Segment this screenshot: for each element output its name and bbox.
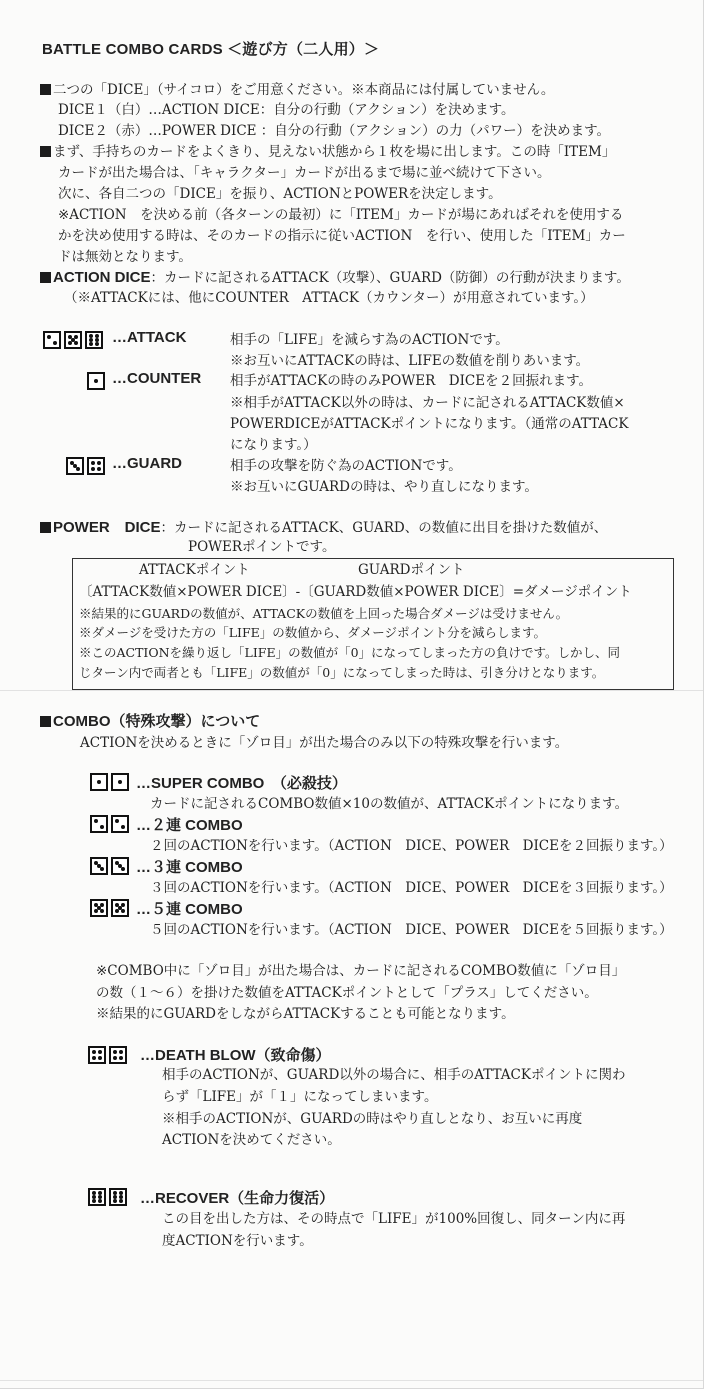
die-3-icon: [66, 457, 84, 475]
action-dice-note: （※ATTACKには、他にCOUNTER ATTACK（カウンター）が用意されています。）: [64, 290, 594, 306]
recover-desc-1: この目を出した方は、その時点で「LIFE」が100%回復し、同ターン内に再: [162, 1211, 626, 1227]
bullet-square-icon: [40, 716, 51, 727]
formula-note-4: じターン内で両者とも「LIFE」の数値が「0」になってしまった時は、引き分けとなります。: [79, 665, 605, 680]
counter-desc-2: ※相手がATTACK以外の時は、カードに記されるATTACK数値×: [230, 395, 625, 411]
death-blow-desc-4: ACTIONを決めてください。: [162, 1132, 341, 1148]
super-combo-dice-group: [90, 773, 129, 791]
death-blow-dice-group: [88, 1046, 127, 1064]
attack-label: …ATTACK: [112, 329, 187, 346]
fold-line: [0, 1380, 703, 1381]
attack-dice-group: [43, 331, 103, 349]
counter-label: …COUNTER: [112, 370, 202, 387]
counter-dice-group: [87, 372, 105, 390]
counter-desc-3: POWERDICEがATTACKポイントになります。（通常のATTACK: [230, 416, 629, 432]
die-6-icon: [88, 1188, 106, 1206]
die-4-icon: [109, 1046, 127, 1064]
die-1-icon: [87, 372, 105, 390]
combo-2-dice-group: [90, 815, 129, 833]
die-1-icon: [111, 773, 129, 791]
die-3-icon: [90, 857, 108, 875]
guard-label: …GUARD: [112, 455, 182, 472]
power-dice-desc-2: POWERポイントです。: [188, 539, 336, 555]
bullet-square-icon: [40, 522, 51, 533]
intro-text-7: ※ACTION を決める前（各ターンの最初）に「ITEM」カードが場にあればそれを使用する: [58, 207, 624, 223]
combo-3-label: …３連 COMBO: [136, 859, 243, 876]
power-dice-desc-1: ：カードに記されるATTACK、GUARD、の数値に出目を掛けた数値が、: [160, 520, 608, 536]
die-5-icon: [111, 899, 129, 917]
formula-note-3: ※このACTIONを繰り返し「LIFE」の数値が「0」になってしまった方の負けです。しかし、同: [79, 645, 621, 660]
formula-note-1: ※結果的にGUARDの数値が、ATTACKの数値を上回った場合ダメージは受けません。: [79, 606, 569, 621]
bullet-square-icon: [40, 84, 51, 95]
combo-intro: ACTIONを決めるときに「ゾロ目」が出た場合のみ以下の特殊攻撃を行います。: [80, 735, 569, 751]
intro-text-8: かを決め使用する時は、そのカードの指示に従いACTION を行い、使用した「ITEM」カー: [58, 228, 626, 244]
intro-text-5: カードが出た場合は、「キャラクター」カードが出るまで場に並べ続けて下さい。: [58, 165, 551, 181]
die-1-icon: [90, 773, 108, 791]
intro-line: [40, 81, 554, 100]
recover-label: …RECOVER（生命力復活）: [140, 1190, 335, 1207]
combo-3-dice-group: [90, 857, 129, 875]
combo-2-desc: ２回のACTIONを行います。（ACTION DICE、POWER DICEを２回振ります。）: [150, 838, 673, 854]
die-2-icon: [90, 815, 108, 833]
intro-text-9: ドは無効となります。: [58, 249, 192, 265]
power-dice-heading-row: [40, 516, 607, 538]
death-blow-label: …DEATH BLOW（致命傷）: [140, 1047, 331, 1064]
combo-heading-row: [40, 710, 260, 731]
attack-desc-2: ※お互いにATTACKの時は、LIFEの数値を削りあいます。: [230, 353, 590, 369]
combo-5-dice-group: [90, 899, 129, 917]
super-combo-desc: カードに記されるCOMBO数値×10の数値が、ATTACKポイントになります。: [150, 796, 629, 812]
page-title: BATTLE COMBO CARDS ＜遊び方（二人用）＞: [42, 41, 380, 58]
attack-desc-1: 相手の「LIFE」を減らす為のACTIONです。: [230, 332, 509, 348]
combo-note-3: ※結果的にGUARDをしながらATTACKすることも可能となります。: [96, 1006, 515, 1022]
fold-line: [0, 690, 703, 691]
intro-text-2: DICE１（白）…ACTION DICE：自分の行動（アクション）を決めます。: [58, 102, 515, 118]
intro-text-4: まず、手持ちのカードをよくきり、見えない状態から１枚を場に出します。この時「ITEM」: [53, 144, 616, 160]
die-2-icon: [111, 815, 129, 833]
intro-line: [40, 143, 615, 162]
die-4-icon: [87, 457, 105, 475]
intro-text-3: DICE２（赤）…POWER DICE ：自分の行動（アクション）の力（パワー）を決めます。: [58, 123, 611, 139]
recover-dice-group: [88, 1188, 127, 1206]
power-dice-heading: POWER DICE: [53, 519, 161, 536]
damage-formula-box: [72, 558, 674, 690]
die-2-icon: [43, 331, 61, 349]
combo-note-1: ※COMBO中に「ゾロ目」が出た場合は、カードに記されるCOMBO数値に「ゾロ目」: [96, 963, 626, 979]
death-blow-desc-1: 相手のACTIONが、GUARD以外の場合に、相手のATTACKポイントに関わ: [162, 1067, 626, 1083]
die-4-icon: [88, 1046, 106, 1064]
bullet-square-icon: [40, 272, 51, 283]
die-3-icon: [111, 857, 129, 875]
combo-heading: COMBO（特殊攻撃）について: [53, 713, 261, 730]
die-6-icon: [109, 1188, 127, 1206]
death-blow-desc-2: らず「LIFE」が「１」になってしまいます。: [162, 1089, 438, 1105]
combo-2-label: …２連 COMBO: [136, 817, 243, 834]
die-5-icon: [90, 899, 108, 917]
action-dice-heading: ACTION DICE: [53, 269, 151, 286]
combo-5-desc: ５回のACTIONを行います。（ACTION DICE、POWER DICEを５回振ります。）: [150, 922, 673, 938]
intro-text-6: 次に、各自二つの「DICE」を振り、ACTIONとPOWERを決定します。: [58, 186, 502, 202]
formula-note-2: ※ダメージを受けた方の「LIFE」の数値から、ダメージポイント分を減らします。: [79, 625, 547, 640]
attack-point-label: ATTACKポイント: [139, 562, 250, 578]
combo-3-desc: ３回のACTIONを行います。（ACTION DICE、POWER DICEを３回振ります。）: [150, 880, 673, 896]
action-dice-desc: ：カードに記されるATTACK（攻撃）、GUARD（防御）の行動が決まります。: [150, 270, 630, 286]
die-6-icon: [85, 331, 103, 349]
counter-desc-4: になります。）: [230, 437, 317, 453]
guard-point-label: GUARDポイント: [358, 562, 465, 578]
guard-desc-2: ※お互いにGUARDの時は、やり直しになります。: [230, 479, 538, 495]
combo-5-label: …５連 COMBO: [136, 901, 243, 918]
recover-desc-2: 度ACTIONを行います。: [162, 1233, 313, 1249]
guard-desc-1: 相手の攻撃を防ぐ為のACTIONです。: [230, 458, 462, 474]
counter-desc-1: 相手がATTACKの時のみPOWER DICEを２回振れます。: [230, 373, 593, 389]
death-blow-desc-3: ※相手のACTIONが、GUARDの時はやり直しとなり、お互いに再度: [162, 1111, 583, 1127]
guard-dice-group: [66, 457, 105, 475]
damage-formula: 〔ATTACK数値×POWER DICE〕-〔GUARD数値×POWER DICE〕=ダメージポイント: [79, 584, 632, 600]
super-combo-label: …SUPER COMBO （必殺技）: [136, 775, 347, 792]
die-5-icon: [64, 331, 82, 349]
bullet-square-icon: [40, 146, 51, 157]
action-dice-heading-row: [40, 267, 630, 288]
combo-note-2: の数（１～６）を掛けた数値をATTACKポイントとして「プラス」してください。: [96, 985, 598, 1001]
intro-text-1: 二つの「DICE」（サイコロ）をご用意ください。※本商品には付属していません。: [53, 82, 555, 98]
